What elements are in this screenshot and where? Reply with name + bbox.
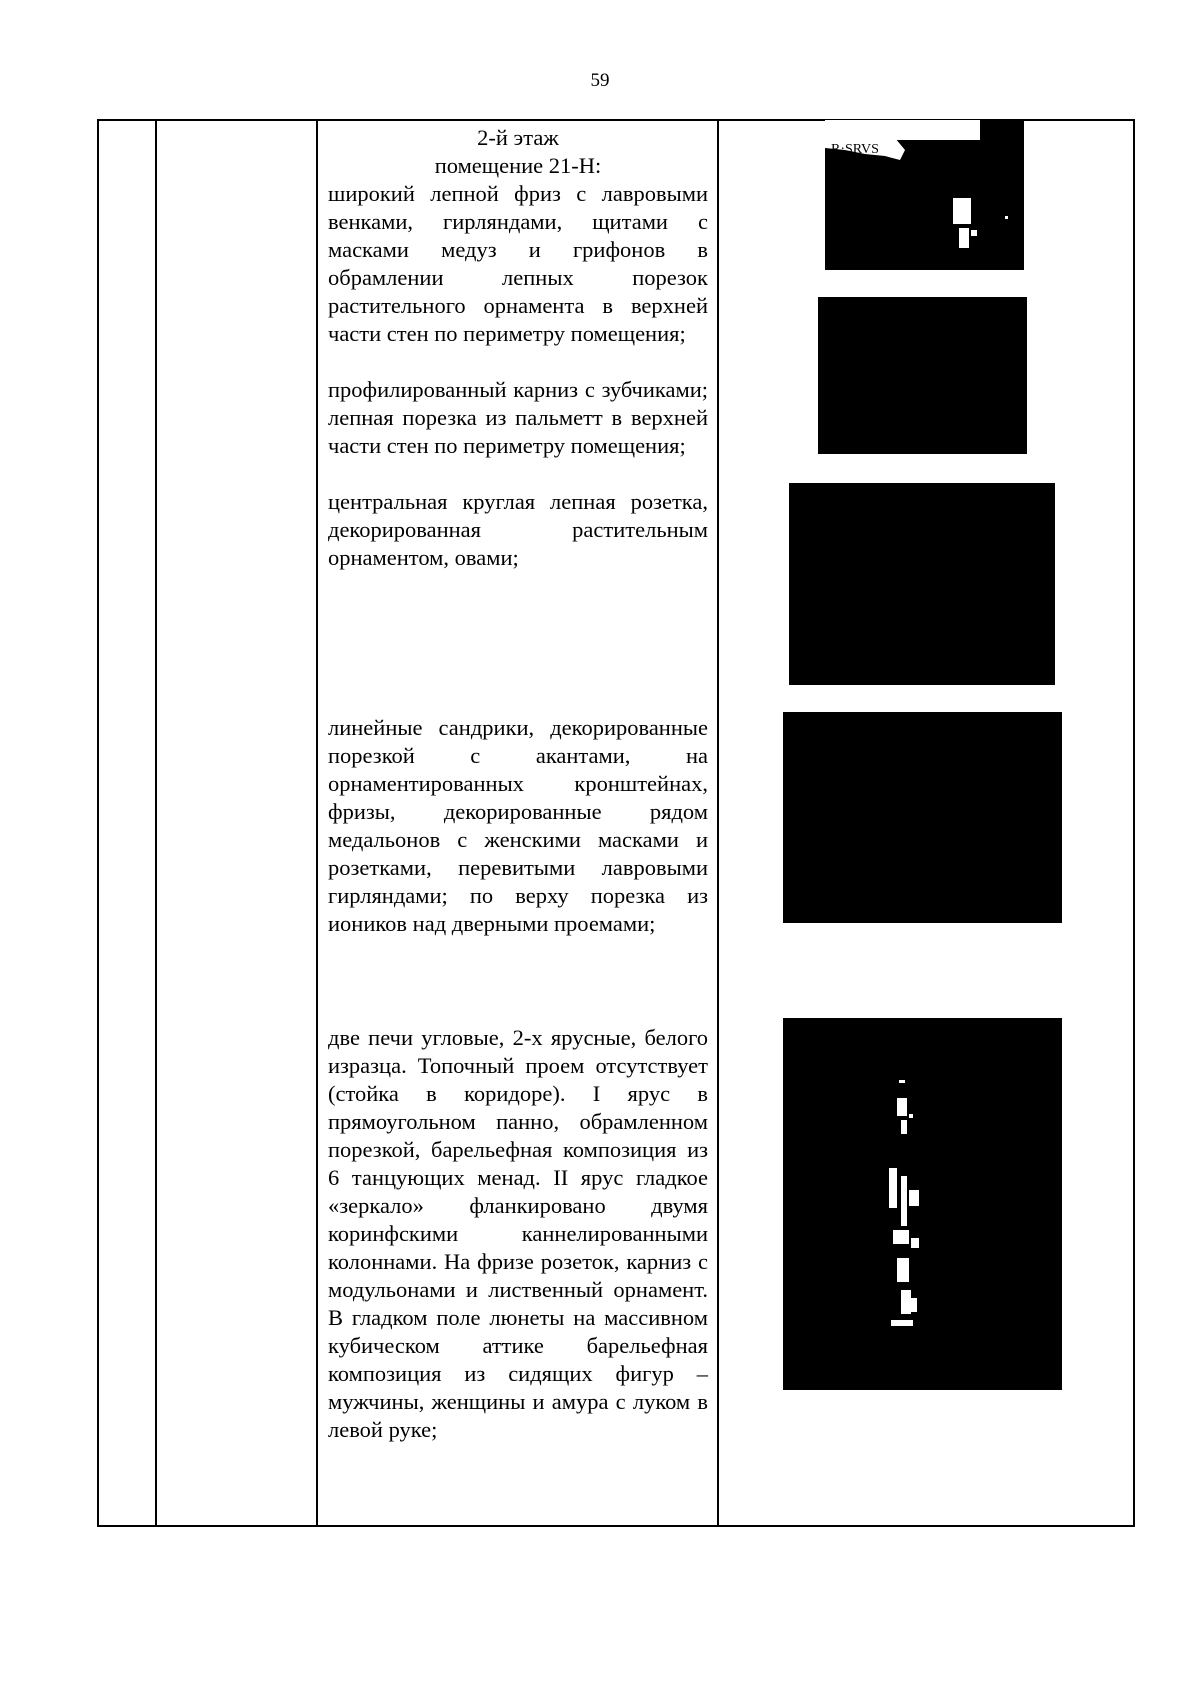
cell-object: [157, 121, 316, 1525]
photo-rosette: [789, 483, 1055, 685]
table-right-border: [1133, 119, 1135, 1527]
photo-sandriks: [783, 712, 1062, 923]
photo-frieze-detail: [825, 120, 1024, 270]
column-divider-2: [316, 119, 318, 1527]
description-item: центральная круглая лепная розетка, декорированная растительным орнаментом, овами;: [328, 489, 708, 570]
column-divider-3: [717, 119, 719, 1527]
description-item: две печи угловые, 2-х ярусные, белого изразца. Топочный проем отсутствует (стойка в коридоре). I ярус в прямоугольном панно, обрамленном порезкой, барельефная композиция из 6 танцующих менад. II ярус гладкое «зеркало» фланкировано двумя коринфскими каннелированными колоннами. На фризе розеток, карниз с модульонами и лиственный орнамент. В гладком поле люнеты на массивном кубическом аттике барельефная композиция из сидящих фигур – мужчины, женщины и амура с луком в левой руке;: [328, 1025, 708, 1442]
floor-title: 2-й этаж: [477, 125, 559, 150]
photo-stove: [783, 1018, 1062, 1390]
description-item: линейные сандрики, декорированные порезкой с акантами, на орнаментированных кронштейнах, фризы, декорированные рядом медальонов с женскими масками и розетками, перевитыми лавровыми гирляндами; по верху порезка из иоников над дверными проемами;: [328, 715, 708, 936]
photo-cornice: [818, 297, 1027, 454]
description-item: профилированный карниз с зубчиками; лепная порезка из пальметт в верхней части стен по периметру помещения;: [328, 377, 708, 458]
photo-frieze: [825, 120, 1024, 270]
photo-stove-detail: [783, 1018, 1062, 1390]
svg-text:R·SRVS: R·SRVS: [831, 142, 879, 157]
room-title: помещение 21-Н:: [434, 153, 602, 178]
description-item: широкий лепной фриз с лавровыми венками, гирляндами, щитами с масками медуз и грифонов в обрамлении лепных порезок растительного орнамента в верхней части стен по периметру помещения;: [328, 181, 708, 346]
page-number: 59: [590, 70, 610, 91]
cell-number: [99, 121, 155, 1525]
table-bottom-border: [97, 1525, 1135, 1527]
